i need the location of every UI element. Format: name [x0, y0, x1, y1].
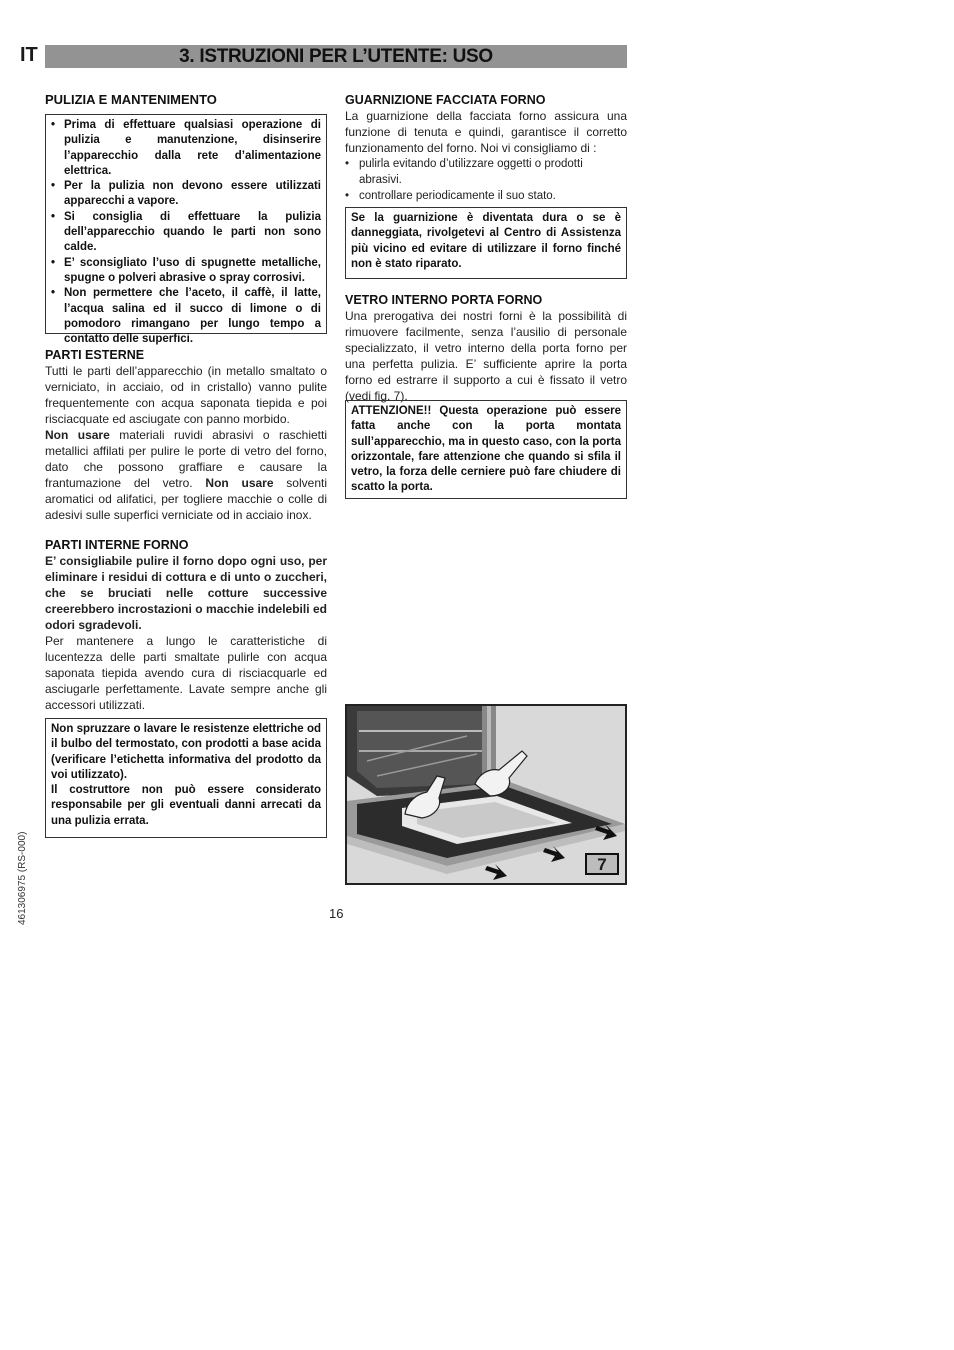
oven-door-illustration [347, 706, 625, 883]
heading-parti-esterne: PARTI ESTERNE [45, 348, 145, 362]
precaution-item: • Si consiglia di effettuare la pulizia dell’apparecchio quando le parti non sono calde. [51, 210, 321, 256]
paragraph: La guarnizione della facciata forno assicura una funzione di tenuta e quindi, garantisce il corretto funzionamento del forno. Noi vi consigliamo di : [345, 109, 627, 155]
figure-number: 7 [585, 853, 619, 875]
heading-vetro: VETRO INTERNO PORTA FORNO [345, 293, 543, 307]
attention-box: ATTENZIONE!! Questa operazione può essere fatta anche con la porta montata sull’apparecchio, ma in questo caso, con la porta orizzontale, fare attenzione che quando si sfila il vetro, la forza delle cerniere può fare chiudere di scatto la porta. [345, 400, 627, 499]
warning-box [45, 718, 327, 838]
parti-esterne-text [45, 363, 327, 523]
paragraph-bold: E’ consigliabile pulire il forno dopo ogni uso, per eliminare i residui di cottura e di unto o zuccheri, che se bruciati nelle cotture successive creerebbero incrostazioni o macchie indelebili ed odori sgradevoli. [45, 554, 327, 632]
heading-parti-interne: PARTI INTERNE FORNO [45, 538, 189, 552]
paragraph: Per mantenere a lungo le caratteristiche di lucentezza delle parti smaltate pulirle con acqua saponata tiepida avendo cura di risciacquarle ed asciugarle perfettamente. Lavate sempre anche gli accessori utilizzati. [45, 634, 327, 712]
precaution-item: • E’ sconsigliato l’uso di spugnette metalliche, spugne o polveri abrasive o spray corrosivi. [51, 256, 321, 287]
bold-text: Non usare [45, 428, 110, 442]
list-item: • controllare periodicamente il suo stato. [345, 188, 627, 204]
bold-text: Non usare [205, 476, 274, 490]
parti-interne-text [45, 553, 327, 713]
page-number: 16 [329, 906, 344, 921]
heading-guarnizione: GUARNIZIONE FACCIATA FORNO [345, 93, 546, 107]
list-item: • pulirla evitando d’utilizzare oggetti o prodotti abrasivi. [345, 156, 627, 188]
vetro-text [345, 308, 627, 404]
guarnizione-text [345, 108, 627, 204]
language-label: IT [20, 44, 38, 66]
warning-text: Non spruzzare o lavare le resistenze elettriche od il bulbo del termostato, con prodotti a base acida (verificare l’etichetta informativa del prodotto da voi utilizzato). [51, 723, 321, 781]
paragraph [45, 427, 327, 523]
precaution-item: • Non permettere che l’aceto, il caffè, il latte, l’acqua salina ed il succo di limone o di pomodoro rimangano per lungo tempo a contatto delle superfici. [51, 286, 321, 347]
page-title: 3. ISTRUZIONI PER L’UTENTE: USO [179, 46, 493, 67]
cleaning-precautions-box [45, 114, 327, 346]
document-code: 461306975 (RS-000) [17, 831, 28, 925]
text: solventi aromatici od alifatici, per togliere macchie o colle di adesivi sulle superfici verniciate od in acciaio inox. [45, 476, 327, 522]
title-bar [45, 45, 627, 68]
heading-pulizia: PULIZIA E MANTENIMENTO [45, 92, 217, 107]
paragraph: Una prerogativa dei nostri forni è la possibilità di rimuovere facilmente, senza l’ausilio di personale specializzato, il vetro interno della porta forno per una perfetta pulizia. E’ sufficiente aprire la porta forno ed estrarre il supporto a cui è fissato il vetro (vedi fig. 7). [345, 309, 627, 403]
text: materiali ruvidi abrasivi o raschietti metallici affilati per pulire le porte di vetro del forno, dato che possono graffiare e causare la frantumazione del vetro. [45, 428, 327, 490]
paragraph: Tutti le parti dell’apparecchio (in metallo smaltato o verniciato, in acciaio, od in cristallo) vanno pulite frequentemente con acqua saponata tiepida e poi risciacquate ed asciugate con panno morbido. [45, 364, 327, 426]
warning-text: Il costruttore non può essere considerato responsabile per gli eventuali danni arrecati da una pulizia errata. [51, 784, 321, 827]
precaution-item: • Per la pulizia non devono essere utilizzati apparecchi a vapore. [51, 179, 321, 210]
figure-oven-door-glass [345, 704, 627, 885]
gasket-warning-box: Se la guarnizione è diventata dura o se è danneggiata, rivolgetevi al Centro di Assistenza più vicino ed evitare di utilizzare il forno finché non è stato riparato. [345, 207, 627, 279]
precaution-item: • Prima di effettuare qualsiasi operazione di pulizia e manutenzione, disinserire l’apparecchio dalla rete d’alimentazione elettrica. [51, 118, 321, 179]
